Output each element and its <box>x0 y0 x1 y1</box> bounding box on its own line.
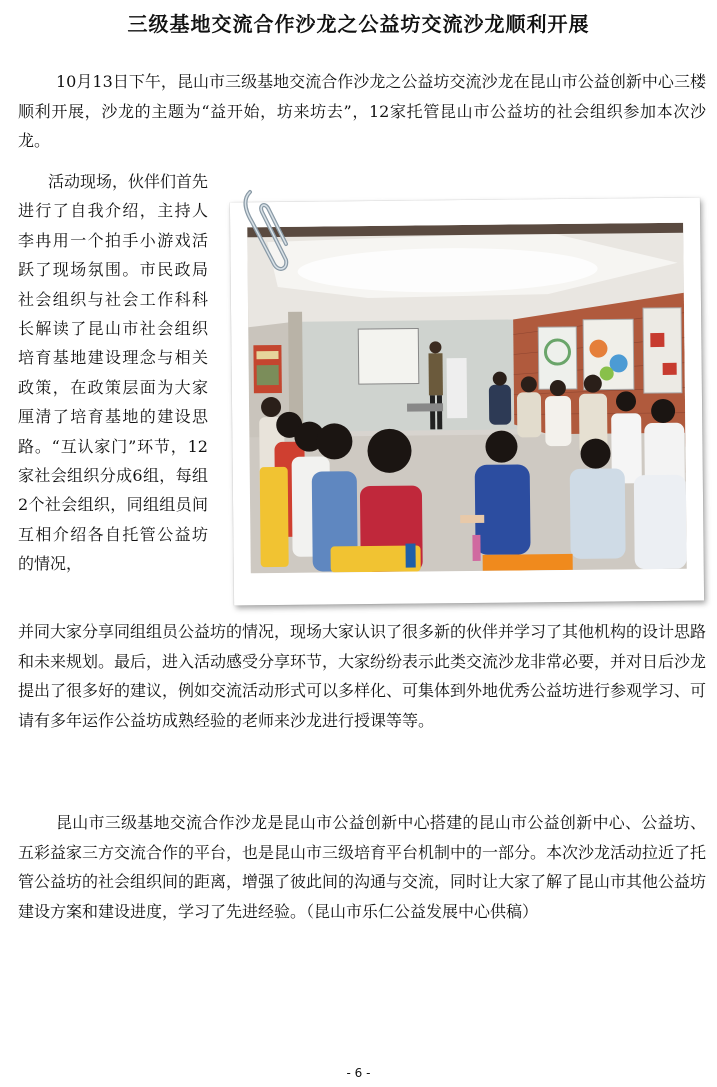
event-photo <box>247 223 687 574</box>
paragraph-activity-continued: 并同大家分享同组组员公益坊的情况，现场大家认识了很多新的伙伴并学习了其他机构的设计思路和未来规划。最后，进入活动感受分享环节，大家纷纷表示此类交流沙龙非常必要，并对日后沙龙提出了很多好的建议，例如交流活动形式可以多样化、可集体到外地优秀公益坊进行参观学习、可请有多年运作公益坊成熟经验的老师来沙龙进行授课等等。 <box>18 622 707 730</box>
page-number: - 6 - <box>346 1066 371 1080</box>
paragraph-intro: 10月13日下午，昆山市三级基地交流合作沙龙之公益坊交流沙龙在昆山市公益创新中心三楼顺利开展，沙龙的主题为“益开始，坊来坊去”，12家托管昆山市公益坊的社会组织参加本次沙龙。 <box>18 72 706 150</box>
photo-frame <box>230 198 704 606</box>
paperclip-icon <box>238 182 293 277</box>
article-title: 三级基地交流合作沙龙之公益坊交流沙龙顺利开展 <box>127 12 590 36</box>
paragraph-activity: 活动现场，伙伴们首先进行了自我介绍，主持人李冉用一个拍手小游戏活跃了现场氛围。市民政局社会组织与社会工作科科长解读了昆山市社会组织培育基地建设理念与相关政策，在政策层面为大家厘清了培育基地的建设思路。“互认家门”环节，12家社会组织分成6组，每组2个社会组织，同组组员间互相介绍各自托管公益坊的情况， <box>18 172 209 574</box>
paragraph-conclusion: 昆山市三级基地交流合作沙龙是昆山市公益创新中心搭建的昆山市公益创新中心、公益坊、五彩益家三方交流合作的平台，也是昆山市三级培育平台机制中的一部分。本次沙龙活动拉近了托管公益坊的社会组织间的距离，增强了彼此间的沟通与交流，同时让大家了解了昆山市其他公益坊建设方案和建设进度，学习了先进经验。（昆山市乐仁公益发展中心供稿） <box>18 813 707 921</box>
